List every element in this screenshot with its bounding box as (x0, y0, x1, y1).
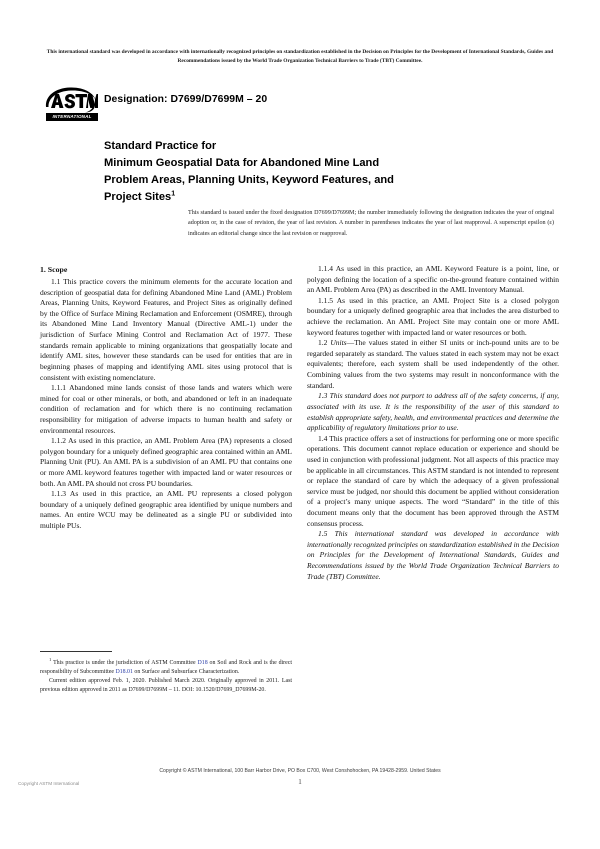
title-line-3: Problem Areas, Planning Units, Keyword Features, and (104, 173, 394, 186)
paragraph-1-5: 1.5 This international standard was developed in accordance with internationally recognized principles on standardization established in the Decision on Principles for the Development of International Standards, Guides and Recommendations issued by the World Trade Organization Technical Barriers to Trade (TBT) Committee. (307, 529, 559, 581)
paragraph-1-2-term: Units (330, 338, 347, 348)
paragraph-1-1-3: 1.1.3 As used in this practice, an AML PU represents a closed polygon boundary of a uniquely defined geographic area identified by unique numbers and names. An entire WCU may be delineated as a single PU or subdivided into multiple PUs. (40, 489, 292, 531)
paragraph-1-1-2: 1.1.2 As used in this practice, an AML Problem Area (PA) represents a closed polygon boundary for a uniquely defined geographic area contained within an AML Planning Unit (PU). An AML PA is a subdivision of an AML PU that contains one or more AML keyword features together with impacted land or water resources or both. An AML PA should not cross PU boundaries. (40, 436, 292, 488)
paragraph-1-2-body: —The values stated in either SI units or inch-pound units are to be regarded separately as standard. The values stated in each system may not be exact equivalents; therefore, each system shall be used independently of the other. Combining values from the two systems may result in nonconformance with the standard. (307, 338, 559, 390)
column-right (307, 264, 559, 582)
title-line-1: Standard Practice for (104, 140, 217, 152)
page-number: 1 (298, 778, 302, 786)
paragraph-1-3: 1.3 This standard does not purport to address all of the safety concerns, if any, associated with its use. It is the responsibility of the user of this standard to establish appropriate safety, health, and environmental practices and determine the applicability of regulatory limitations prior to use. (307, 391, 559, 433)
copyright-line: Copyright © ASTM International, 100 Barr Harbor Drive, PO Box C700, West Conshohocken, PA 19428-2959. United States (159, 768, 441, 774)
designation-row (42, 86, 554, 130)
footnote-text-part-2: on Soil and Rock and is the direct responsibility of Subcommittee (40, 659, 292, 675)
footnote-block (40, 657, 292, 695)
paragraph-1-2-number: 1.2 (318, 338, 331, 348)
paragraph-1-1: 1.1 This practice covers the minimum elements for the accurate location and description of geospatial data for defining Abandoned Mine Land (AML) Problem Areas, Planning Units, Keyword Features, and Project Sites as originally defined by the Office of Surface Mining Reclamation and Enforcement (OSMRE), through its Abandoned Mine Land Inventory Manual (Directive AML-1) under the jurisdiction of Surface Mining Control and Reclamation Act of 1977. These standards remain applicable to mining organizations that geospatially locate and identify AML sites, however these standards can be used for entities that are in beginning phases of mapping and identifying AML sites using protocol that is consistent with existing nomenclature. (40, 277, 292, 382)
footnote-marker: 1 (49, 657, 52, 662)
footnote-text-part-1: This practice is under the jurisdiction of ASTM Committee (53, 659, 198, 666)
title-footnote-marker: 1 (171, 189, 176, 197)
wto-preamble: This international standard was developed in accordance with internationally recognized principles on standardization established in the Decision on Principles for the Development of International Standards, Guides and Recommendations issued by the World Trade Organization Technical Barriers to Trade (TBT) Committee. (46, 49, 554, 64)
footnote-link-d18-01[interactable]: D18.01 (115, 668, 133, 675)
page-title (104, 138, 554, 205)
title-line-2: Minimum Geospatial Data for Abandoned Mine Land (104, 156, 380, 169)
title-line-4 (104, 189, 554, 206)
footnote-edition-info: Current edition approved Feb. 1, 2020. Published March 2020. Originally approved in 2011. Last previous edition approved in 2011 as D7699/D7699M – 11. DOI: 10.1520/D7699_D7699M-20. (40, 677, 292, 693)
paragraph-1-1-1: 1.1.1 Abandoned mine lands consist of those lands and waters which were mined for coal or other minerals, or both, and abandoned or left in an inadequate condition of reclamation and for which there is no continuing reclamation responsibility for mitigation of adverse impacts to human health and safety or environmental resources. (40, 383, 292, 435)
section-heading-scope: 1. Scope (40, 265, 68, 274)
footnote-jurisdiction (40, 657, 292, 677)
footnote-text-part-3: on Surface and Subsurface Characterization. (132, 668, 240, 675)
copyright-watermark: Copyright ASTM International (18, 781, 80, 786)
astm-logo-mark (44, 86, 98, 113)
footnote-link-d18[interactable]: D18 (197, 659, 208, 666)
issuance-note: This standard is issued under the fixed designation D7699/D7699M; the number immediately following the designation indicates the year of original adoption or, in the case of revision, the year of last revision. A number in parentheses indicates the year of last reapproval. A superscript epsilon (ε) indicates an editorial change since the last revision or reapproval. (188, 210, 554, 237)
column-left (40, 264, 292, 532)
designation-label: Designation: D7699/D7699M – 20 (104, 94, 268, 105)
astm-logo-international-bar: INTERNATIONAL (46, 113, 98, 121)
paragraph-1-2 (307, 338, 559, 391)
title-line-4-text: Project Sites (104, 190, 172, 203)
paragraph-1-4: 1.4 This practice offers a set of instructions for performing one or more specific operations. This document cannot replace education or experience and should be used in conjunction with professional judgment. Not all aspects of this practice may be applicable in all circumstances. This ASTM standard is not intended to represent or replace the standard of care by which the adequacy of a given professional service must be judged, nor should this document be applied without consideration of a project’s many unique aspects. The word “Standard” in the title of this document means only that the document has been approved through the ASTM consensus process. (307, 433, 559, 528)
footnote-rule (40, 651, 112, 652)
paragraph-1-1-5: 1.1.5 As used in this practice, an AML Project Site is a closed polygon boundary for a uniquely defined geographic area that includes the area disturbed to achieve the reclamation. An AML Project Site may contain one or more AML keyword features together with impacted land or water resources or both. (307, 295, 559, 337)
paragraph-1-1-4: 1.1.4 As used in this practice, an AML Keyword Feature is a point, line, or polygon defining the location of a specific on-the-ground feature contained within an AML Problem Area (PA) as described in the AML Inventory Manual. (307, 264, 559, 295)
astm-logo (42, 86, 102, 128)
